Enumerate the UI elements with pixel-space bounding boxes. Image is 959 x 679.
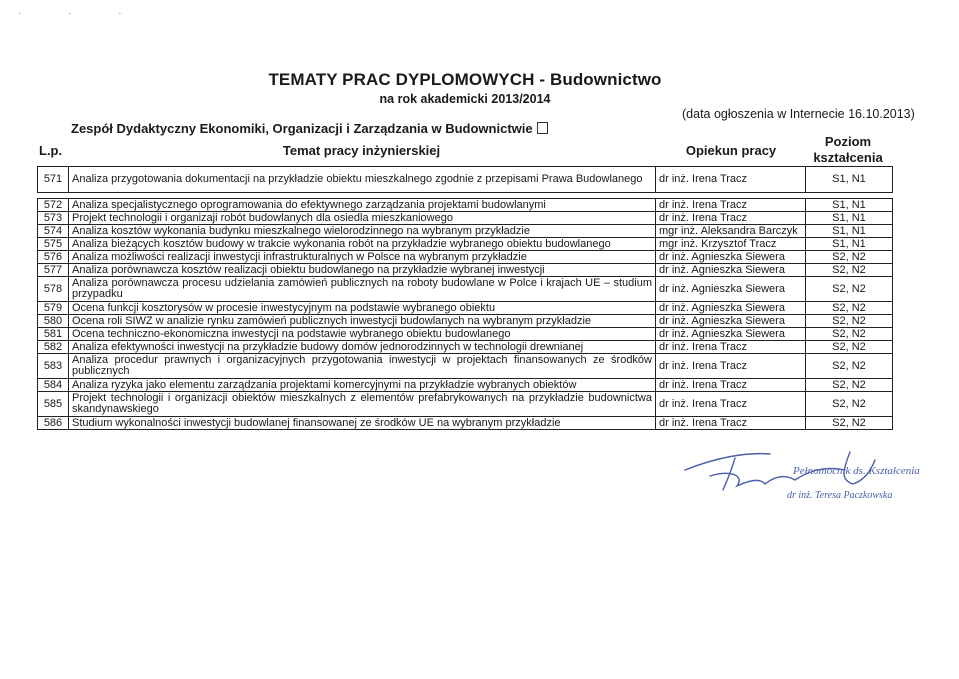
row-level: S2, N2 bbox=[806, 315, 893, 328]
table-row bbox=[38, 167, 893, 193]
table-row bbox=[38, 315, 893, 328]
row-level: S1, N1 bbox=[806, 238, 893, 251]
row-topic: Projekt technologii i organizacji obiektów mieszkalnych z elementów prefabrykowanych na przykładzie budownictwa skandynawskiego bbox=[69, 392, 656, 417]
row-supervisor: dr inż. Agnieszka Siewera bbox=[656, 264, 806, 277]
table-row bbox=[38, 417, 893, 430]
row-level: S2, N2 bbox=[806, 302, 893, 315]
table-row bbox=[38, 302, 893, 315]
row-supervisor: dr inż. Agnieszka Siewera bbox=[656, 328, 806, 341]
row-topic: Analiza przygotowania dokumentacji na przykładzie obiektu mieszkalnego zgodnie z przepisami Prawa Budowlanego bbox=[69, 167, 656, 193]
row-supervisor: dr inż. Irena Tracz bbox=[656, 212, 806, 225]
row-supervisor: dr inż. Irena Tracz bbox=[656, 354, 806, 379]
team-name bbox=[71, 121, 548, 136]
row-number: 585 bbox=[38, 392, 69, 417]
row-topic: Analiza procedur prawnych i organizacyjnych przygotowania inwestycji w projektach finansowanych ze środków publicznych bbox=[69, 354, 656, 379]
row-level: S1, N1 bbox=[806, 225, 893, 238]
row-number: 572 bbox=[38, 199, 69, 212]
table-row bbox=[38, 277, 893, 302]
table-row bbox=[38, 199, 893, 212]
row-supervisor: mgr inż. Krzysztof Tracz bbox=[656, 238, 806, 251]
row-number: 574 bbox=[38, 225, 69, 238]
table-row bbox=[38, 264, 893, 277]
row-number: 586 bbox=[38, 417, 69, 430]
scan-marks: · · · bbox=[18, 8, 144, 19]
table-row bbox=[38, 379, 893, 392]
page-subtitle: na rok akademicki 2013/2014 bbox=[379, 92, 551, 106]
page-title: TEMATY PRAC DYPLOMOWYCH - Budownictwo bbox=[268, 70, 662, 89]
row-level: S2, N2 bbox=[806, 341, 893, 354]
row-supervisor: dr inż. Irena Tracz bbox=[656, 392, 806, 417]
row-topic: Analiza bieżących kosztów budowy w trakcie wykonania robót na przykładzie wybranego obiektu budowlanego bbox=[69, 238, 656, 251]
checkbox-glyph-icon bbox=[537, 122, 548, 134]
row-level: S2, N2 bbox=[806, 379, 893, 392]
table-row bbox=[38, 212, 893, 225]
stamp-line-2: dr inż. Teresa Paczkowska bbox=[787, 490, 893, 501]
row-level: S2, N2 bbox=[806, 251, 893, 264]
row-topic: Analiza specjalistycznego oprogramowania do efektywnego zarządzania projektami budowlanymi bbox=[69, 199, 656, 212]
row-level: S2, N2 bbox=[806, 354, 893, 379]
row-level: S2, N2 bbox=[806, 392, 893, 417]
row-supervisor: dr inż. Irena Tracz bbox=[656, 341, 806, 354]
row-topic: Studium wykonalności inwestycji budowlanej finansowanej ze środków UE na wybranym przykładzie bbox=[69, 417, 656, 430]
table-row bbox=[38, 238, 893, 251]
row-supervisor: dr inż. Irena Tracz bbox=[656, 417, 806, 430]
row-level: S2, N2 bbox=[806, 417, 893, 430]
table-row bbox=[38, 251, 893, 264]
row-number: 581 bbox=[38, 328, 69, 341]
announcement-date: (data ogłoszenia w Internecie 16.10.2013) bbox=[682, 107, 915, 121]
row-supervisor: dr inż. Agnieszka Siewera bbox=[656, 251, 806, 264]
row-topic: Ocena roli SIWZ w analizie rynku zamówień publicznych inwestycji budowlanych na wybranym przykładzie bbox=[69, 315, 656, 328]
row-number: 584 bbox=[38, 379, 69, 392]
row-topic: Analiza porównawcza procesu udzielania zamówień publicznych na roboty budowlane w Polce i krajach UE – studium przypadku bbox=[69, 277, 656, 302]
row-supervisor: dr inż. Agnieszka Siewera bbox=[656, 277, 806, 302]
row-topic: Ocena techniczno-ekonomiczna inwestycji na podstawie wybranego obiektu budowlanego bbox=[69, 328, 656, 341]
table-row bbox=[38, 328, 893, 341]
column-header-topic: Temat pracy inżynierskiej bbox=[282, 143, 441, 158]
row-topic: Projekt technologii i organizaji robót budowlanych dla osiedla mieszkaniowego bbox=[69, 212, 656, 225]
row-number: 577 bbox=[38, 264, 69, 277]
team-name-text: Zespół Dydaktyczny Ekonomiki, Organizacji i Zarządzania w Budownictwie bbox=[71, 121, 533, 136]
row-topic: Analiza efektywności inwestycji na przykładzie budowy domów jednorodzinnych w technologii drewnianej bbox=[69, 341, 656, 354]
row-supervisor: mgr inż. Aleksandra Barczyk bbox=[656, 225, 806, 238]
row-supervisor: dr inż. Irena Tracz bbox=[656, 379, 806, 392]
row-level: S2, N2 bbox=[806, 264, 893, 277]
row-number: 578 bbox=[38, 277, 69, 302]
row-number: 582 bbox=[38, 341, 69, 354]
table-row bbox=[38, 341, 893, 354]
row-number: 571 bbox=[38, 167, 69, 193]
row-supervisor: dr inż. Irena Tracz bbox=[656, 167, 806, 193]
table-row bbox=[38, 392, 893, 417]
row-topic: Analiza kosztów wykonania budynku mieszkalnego wielorodzinnego na wybranym przykładzie bbox=[69, 225, 656, 238]
column-header-lp: L.p. bbox=[39, 143, 63, 158]
row-supervisor: dr inż. Agnieszka Siewera bbox=[656, 315, 806, 328]
row-supervisor: dr inż. Irena Tracz bbox=[656, 199, 806, 212]
row-level: S2, N2 bbox=[806, 277, 893, 302]
row-number: 580 bbox=[38, 315, 69, 328]
row-level: S1, N1 bbox=[806, 199, 893, 212]
row-level: S1, N1 bbox=[806, 212, 893, 225]
row-topic: Ocena funkcji kosztorysów w procesie inwestycyjnym na podstawie wybranego obiektu bbox=[69, 302, 656, 315]
row-number: 573 bbox=[38, 212, 69, 225]
row-level: S2, N2 bbox=[806, 328, 893, 341]
row-number: 575 bbox=[38, 238, 69, 251]
column-header-supervisor: Opiekun pracy bbox=[685, 143, 777, 158]
row-supervisor: dr inż. Agnieszka Siewera bbox=[656, 302, 806, 315]
signature-stamp bbox=[675, 440, 925, 520]
column-header-level: Poziom kształcenia bbox=[813, 134, 883, 165]
row-level: S1, N1 bbox=[806, 167, 893, 193]
topics-table bbox=[37, 166, 893, 430]
row-topic: Analiza ryzyka jako elementu zarządzania projektami komercyjnymi na przykładzie wybranych obiektów bbox=[69, 379, 656, 392]
stamp-line-1: Pełnomocnik ds. Kształcenia bbox=[793, 465, 920, 477]
row-number: 583 bbox=[38, 354, 69, 379]
row-number: 579 bbox=[38, 302, 69, 315]
table-row bbox=[38, 354, 893, 379]
row-number: 576 bbox=[38, 251, 69, 264]
row-topic: Analiza porównawcza kosztów realizacji obiektu budowlanego na przykładzie wybranej inwestycji bbox=[69, 264, 656, 277]
row-topic: Analiza możliwości realizacji inwestycji infrastrukturalnych w Polsce na wybranym przykładzie bbox=[69, 251, 656, 264]
table-row bbox=[38, 225, 893, 238]
